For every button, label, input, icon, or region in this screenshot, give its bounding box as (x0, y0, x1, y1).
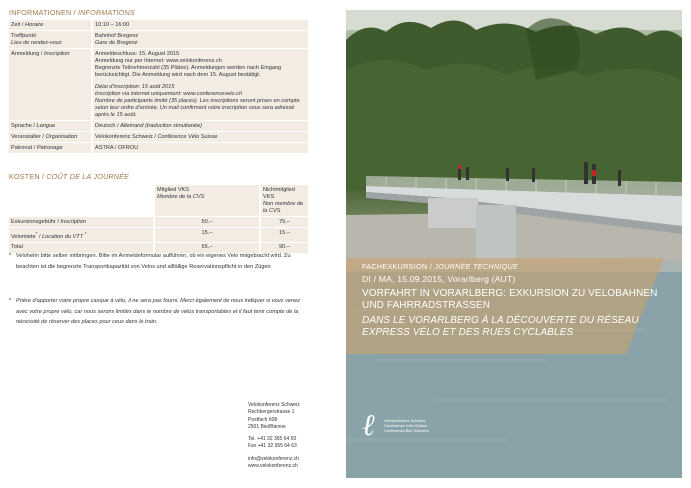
address-block: Velokonferenz Schweiz Rechbergerstrasse 1 Postfach 608 2501 Biel/Bienne Tel. +41 32 365 64 50 Fax +41 32 365 64 63 info@velokonferenz.ch www.velokonferenz.ch (248, 402, 300, 470)
cost-heading-fr: COÛT DE LA JOURNÉE (46, 172, 130, 181)
info-column (0, 0, 340, 488)
table-row: Zeit / Horaire 10:10 – 16:00 (9, 20, 308, 31)
velokonferenz-logo: ℓ Velokonferenz Schweiz Conférence Vélo Suisse Conferenza Bici Svizzera (362, 408, 429, 443)
cover-photo (346, 10, 682, 478)
table-header-row: Mitglied VKS Membre de la CVS Nichtmitglied VKS Non membre de la CVS (9, 185, 308, 217)
phone-number: Tel. +41 32 365 64 50 (248, 436, 297, 443)
website-link[interactable]: www.velokonferenz.ch (248, 463, 298, 470)
table-row: Veranstalter / Organisation Velokonferenz Schweiz / Conférence Vélo Suisse (9, 132, 308, 143)
info-heading-de: INFORMATIONEN (9, 8, 72, 17)
table-row: Sprache / Langue Deutsch / Allemand (traduction simultanée) (9, 121, 308, 132)
bridge-illustration (346, 10, 682, 478)
cover-banner (362, 262, 662, 338)
note-fr: * Prière d'apporter votre propre casque à vélo, il ne sera pas fourni. Merci également de nous indiquer si vous venez avec votre propre vélo, car nous serons limités dans le nombre de vélos transportables et il faut tenir compte de la nécessité de réserver des places pour ceux dans le train. (9, 298, 301, 325)
table-row: Exkursionsgebühr / Inscription 50.– 75.– (9, 217, 308, 228)
cost-heading-de: KOSTEN (9, 172, 40, 181)
info-heading-fr: INFORMATIONS (77, 8, 135, 17)
fax-number: Fax +41 32 365 64 63 (248, 443, 297, 450)
email-link[interactable]: info@velokonferenz.ch (248, 455, 299, 462)
table-row: Treffpunkt Lieu de rendez-vous Bahnhof Bregenz Gare de Bregenz (9, 31, 308, 49)
cost-heading: KOSTEN / COÛT DE LA JOURNÉE (9, 172, 130, 181)
table-row: Patronat / Patronage ASTRA / OFROU (9, 143, 308, 154)
banner-title-fr: DANS LE VORARLBERG À LA DÉCOUVERTE DU RÉSEAU EXPRESS VÉLO ET DES RUES CYCLABLES (362, 315, 639, 338)
table-row: Velomiete* / Location du VTT * 15.– 15.– (9, 228, 308, 243)
banner-title-de: VORFAHRT IN VORARLBERG: EXKURSION ZU VELOBAHNEN UND FAHRRADSTRASSEN (362, 288, 658, 311)
note-de: * Velohelm bitte selber mitbringen. Bitte im Anmeldeformular aufführen, ob ein eigenes Velo mitgebracht wird. Zu beachten ist die begrenzte Transportkapazität von Velos und allfällige Reservationspflicht in den Zügen (9, 253, 291, 270)
banner-kicker: FACHEXKURSION / JOURNÉE TECHNIQUE (362, 262, 519, 271)
logo-mark-icon: ℓ (362, 408, 375, 443)
table-row: Anmeldung / Inscription Anmeldeschluss: 15. August 2015 Anmeldung nur per Internet: www.velokonferenz.ch Begrenzte Teilnehmerzahl (35 Plätze). Anmeldungen werden nach Eingang berücksichtigt. Die Anmeldung wird nach dem 15. August bestätigt. Délai d'inscription: 15 août 2015 Inscription via internet uniquement: www.conferencevelo.ch Nombre de participants limité (35 places). Les inscriptions seront prises en compte selon leur ordre d'arrivée. Un mail confirmant votre inscription vous sera adressé après le 15 août. (9, 49, 308, 121)
table-row: Total 65.– 90.– (9, 242, 308, 253)
banner-date: DI / MA, 15.09.2015, Vorarlberg (AUT) (362, 274, 516, 284)
info-table (9, 20, 308, 154)
info-heading: INFORMATIONEN / INFORMATIONS (9, 8, 135, 17)
cost-table (9, 185, 308, 254)
